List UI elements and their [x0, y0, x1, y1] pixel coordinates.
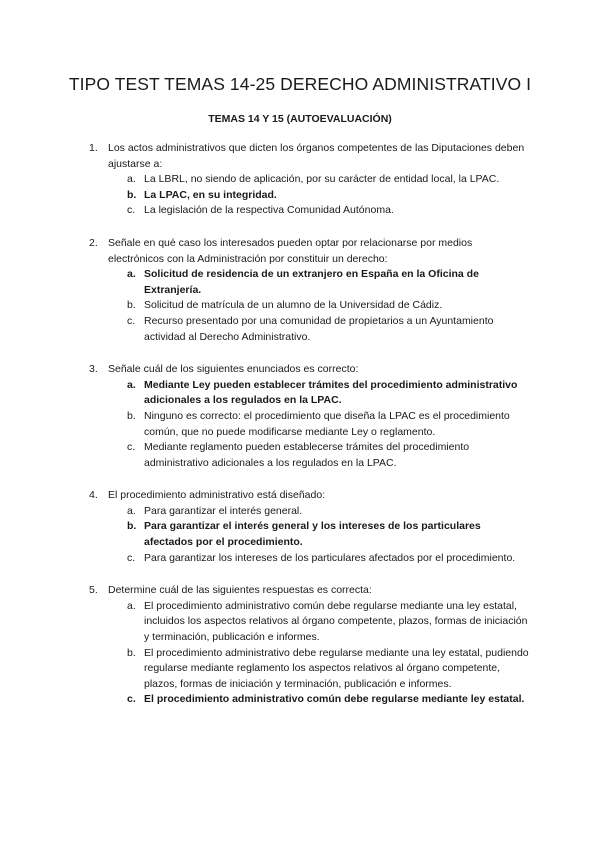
- option-letter: c.: [127, 693, 136, 706]
- option-list: [0, 378, 600, 472]
- option-text: Ninguno es correcto: el procedimiento que diseña la LPAC es el procedimiento común, que no puede modificarse mediante Ley o reglamento.: [144, 409, 510, 438]
- option-letter: c.: [127, 204, 136, 217]
- question-number: 2.: [89, 236, 98, 249]
- question-text: Señale cuál de los siguientes enunciados es correcto:: [108, 363, 359, 376]
- option-list: [0, 504, 600, 566]
- option-letter: a.: [127, 378, 136, 391]
- option-text: La LPAC, en su integridad.: [144, 188, 277, 201]
- option-list: [0, 172, 600, 219]
- option-a-correct: [0, 378, 600, 409]
- question-text: Determine cuál de las siguientes respuestas es correcta:: [108, 584, 372, 597]
- option-letter: b.: [127, 188, 137, 201]
- option-text: El procedimiento administrativo común debe regularse mediante ley estatal.: [144, 693, 525, 706]
- option-text: Para garantizar los intereses de los particulares afectados por el procedimiento.: [144, 551, 516, 564]
- question-list: [0, 141, 600, 725]
- option-letter: a.: [127, 504, 136, 517]
- option-text: La legislación de la respectiva Comunidad Autónoma.: [144, 204, 394, 217]
- option-text: Solicitud de residencia de un extranjero en España en la Oficina de Extranjería.: [144, 268, 479, 296]
- question-5: [0, 583, 600, 708]
- option-text: Mediante reglamento pueden establecerse trámites del procedimiento administrativo adicionales a los regulados en la LPAC.: [144, 441, 470, 469]
- option-c: [0, 314, 600, 345]
- option-letter: b.: [127, 520, 137, 533]
- option-a: [0, 504, 600, 520]
- option-letter: c.: [127, 441, 136, 454]
- option-text: Solicitud de matrícula de un alumno de la Universidad de Cádiz.: [144, 299, 443, 312]
- section-title: TEMAS 14 Y 15 (AUTOEVALUACIÓN): [208, 113, 392, 125]
- question-1: [0, 141, 600, 219]
- option-b: [0, 646, 600, 693]
- option-text: Mediante Ley pueden establecer trámites del procedimiento administrativo adicionales a los regulados en la LPAC.: [144, 378, 518, 407]
- option-letter: a.: [127, 599, 136, 612]
- question-number: 4.: [89, 489, 98, 502]
- option-c: [0, 551, 600, 567]
- option-list: [0, 599, 600, 708]
- option-c-correct: [0, 692, 600, 708]
- question-2: [0, 236, 600, 345]
- document-title: TIPO TEST TEMAS 14-25 DERECHO ADMINISTRATIVO I: [68, 74, 532, 94]
- option-letter: a.: [127, 268, 136, 281]
- option-a: [0, 599, 600, 646]
- question-4: [0, 488, 600, 566]
- option-b: [0, 409, 600, 440]
- question-number: 3.: [89, 363, 98, 376]
- option-letter: b.: [127, 646, 136, 659]
- option-a: [0, 172, 600, 188]
- option-text: Para garantizar el interés general.: [144, 504, 303, 517]
- option-text: Recurso presentado por una comunidad de propietarios a un Ayuntamiento actividad al Derecho Administrativo.: [144, 314, 494, 343]
- option-c: [0, 440, 600, 471]
- option-text: El procedimiento administrativo común debe regularse mediante una ley estatal, incluidos los aspectos relativos al órgano competente, plazos, formas de iniciación y terminación, publicación e informes.: [144, 599, 528, 644]
- question-text: Los actos administrativos que dicten los órganos competentes de las Diputaciones deben ajustarse a:: [108, 142, 525, 170]
- option-letter: b.: [127, 299, 136, 312]
- option-letter: c.: [127, 314, 136, 327]
- option-b: [0, 298, 600, 314]
- option-text: La LBRL, no siendo de aplicación, por su carácter de entidad local, la LPAC.: [144, 173, 500, 186]
- option-text: Para garantizar el interés general y los intereses de los particulares afectados por el procedimiento.: [144, 520, 481, 549]
- option-b-correct: [0, 188, 600, 204]
- option-letter: b.: [127, 409, 136, 422]
- option-letter: a.: [127, 173, 136, 186]
- question-3: [0, 362, 600, 471]
- option-text: El procedimiento administrativo debe regularse mediante una ley estatal, pudiendo regularse mediante reglamento los aspectos relativos al órgano competente, plazos, formas de iniciación y terminación, publicación e informes.: [144, 646, 529, 690]
- question-number: 1.: [89, 142, 98, 154]
- question-number: 5.: [89, 584, 98, 597]
- option-c: [0, 203, 600, 219]
- option-letter: c.: [127, 551, 136, 564]
- question-text: Señale en qué caso los interesados pueden optar por relacionarse por medios electrónicos con la Administración por constituir un derecho:: [108, 236, 473, 265]
- option-a-correct: [0, 267, 600, 298]
- option-b-correct: [0, 519, 600, 550]
- question-text: El procedimiento administrativo está diseñado:: [108, 489, 326, 502]
- option-list: [0, 267, 600, 345]
